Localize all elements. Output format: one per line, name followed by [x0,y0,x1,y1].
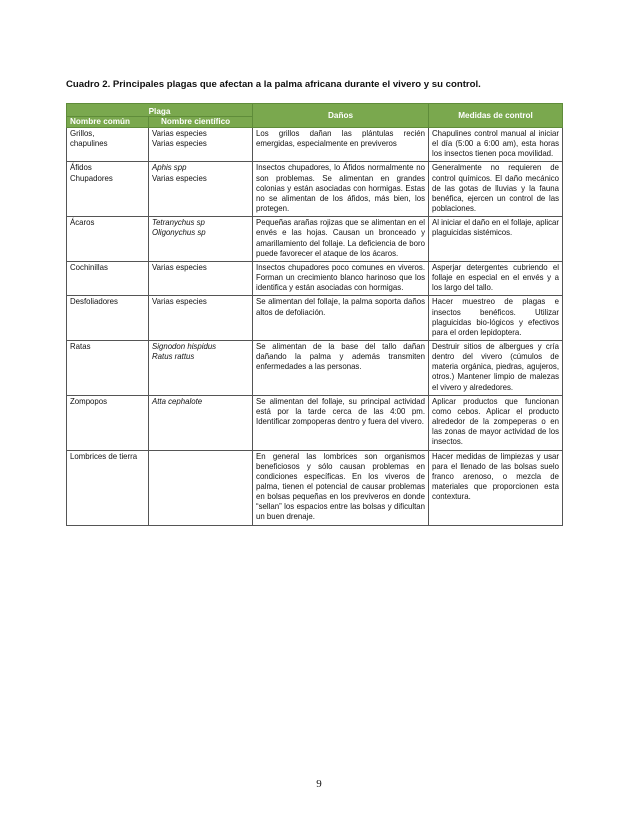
table-row [67,217,563,262]
scientific-name-line: Tetranychus sp [152,218,205,228]
table-row [67,128,563,162]
scientific-name-line: Varias especies [152,139,207,149]
cell-scientific-name [149,217,253,262]
header-plaga: Plaga [67,104,253,117]
cell-damage: En general las lombrices son organismos beneficiosos y sólo causan problemas en condiciones específicas. En los viveros de palma, tienen el potencial de causar problemas en bolsas pequeñas en los previveros en donde “sellan” los espacios entre las bolsas y dificultan un buen drenaje. [253,450,429,525]
cell-common-name [67,340,149,395]
cell-scientific-name [149,162,253,217]
cell-common-name [67,395,149,450]
cell-control: Hacer medidas de limpiezas y usar para el llenado de las bolsas suelo franco arenoso, o mezcla de materiales que proporcionen esta contextura. [429,450,563,525]
table-row [67,296,563,341]
cell-damage: Insectos chupadores poco comunes en viveros. Forman un crecimiento blanco harinoso que los identifica y están asociadas con hormigas. [253,261,429,295]
table-row [67,395,563,450]
scientific-name-line: Ratus rattus [152,352,195,362]
table-row [67,340,563,395]
cell-damage: Se alimentan del follaje, la palma soporta daños altos de defoliación. [253,296,429,341]
cell-common-name: Lombrices de tierra [67,450,149,525]
common-name-line: Chupadores [70,173,113,183]
cell-common-name [67,217,149,262]
scientific-name-line: Atta cephalote [152,396,203,406]
header-nombre-comun: Nombre común [67,117,149,128]
scientific-name-line: Varias especies [152,173,207,183]
table-caption: Cuadro 2. Principales plagas que afectan a la palma africana durante el vivero y su control. [66,79,481,90]
cell-common-name [67,162,149,217]
common-name-line: chapulines [70,139,108,149]
cell-damage: Pequeñas arañas rojizas que se alimentan en el envés e las hojas. Causan un bronceado y amarillamiento del follaje. La deficiencia de boro puede favorecer el ataque de los ácaros. [253,217,429,262]
scientific-name-line: Oligonychus sp [152,228,206,238]
header-danos: Daños [253,104,429,128]
cell-control: Asperjar detergentes cubriendo el follaje en especial en el envés y a los largo del tallo. [429,261,563,295]
cell-damage: Se alimentan de la base del tallo dañan dañando la palma y además transmiten enfermedades a las personas. [253,340,429,395]
cell-scientific-name [149,261,253,295]
cell-common-name [67,261,149,295]
cell-control: Destruir sitios de albergues y cría dentro del vivero (cúmulos de materia orgánica, piedras, agujeros, otros.) Mantener limpio de malezas el vivero y alrededores. [429,340,563,395]
cell-control: Chapulines control manual al iniciar el día (5:00 a 6:00 am), esta horas los insectos tienen poca movilidad. [429,128,563,162]
cell-control: Al iniciar el daño en el follaje, aplicar plaguicidas sistémicos. [429,217,563,262]
common-name-line: Ácaros [70,218,95,228]
header-nombre-cientifico: Nombre científico [149,117,253,128]
common-name-line: Cochinillas [70,262,108,272]
common-name-line: Grillos, [70,129,95,138]
cell-control: Generalmente no requieren de control químicos. El daño mecánico de las gotas de lluvias y la fauna benéfica, ejercen un control de las poblaciones. [429,162,563,217]
cell-scientific-name [149,450,253,525]
table-row [67,261,563,295]
cell-common-name [67,296,149,341]
cell-damage: Se alimentan del follaje, su principal actividad está por la tarde cerca de las 4:00 pm. Identificar zompoperas dentro y fuera del vivero. [253,395,429,450]
common-name-line: Desfoliadores [70,297,118,307]
scientific-name-line: Varias especies [152,129,207,138]
cell-common-name [67,128,149,162]
header-medidas: Medidas de control [429,104,563,128]
cell-scientific-name [149,128,253,162]
table-row [67,450,563,525]
page-number: 9 [316,778,322,790]
cell-control: Hacer muestreo de plagas e insectos benéficos. Utilizar plaguicidas bio-lógicos y efectivos para el orden lepidoptera. [429,296,563,341]
scientific-name-line: Aphis spp [152,163,187,173]
cell-damage: Insectos chupadores, lo Áfidos normalmente no son problemas. Se alimentan en grandes colonias y están asociadas con hormigas. Estas no se alimentan de los áfidos, más bien, los protegen. [253,162,429,217]
scientific-name-line: Varias especies [152,297,207,307]
common-name-line: Ratas [70,341,91,351]
cell-damage: Los grillos dañan las plántulas recién emergidas, especialmente en previveros [253,128,429,162]
cell-scientific-name [149,340,253,395]
common-name-line: Áfidos [70,163,92,173]
cell-control: Aplicar productos que funcionan como cebos. Aplicar el producto alrededor de la zompeperas o en las zonas de mayor actividad de los insectos. [429,395,563,450]
scientific-name-line: Signodon hispidus [152,341,217,351]
table-row [67,162,563,217]
scientific-name-line: Varias especies [152,262,207,272]
common-name-line: Zompopos [70,396,108,406]
pests-table [66,103,563,526]
cell-scientific-name [149,395,253,450]
cell-scientific-name [149,296,253,341]
